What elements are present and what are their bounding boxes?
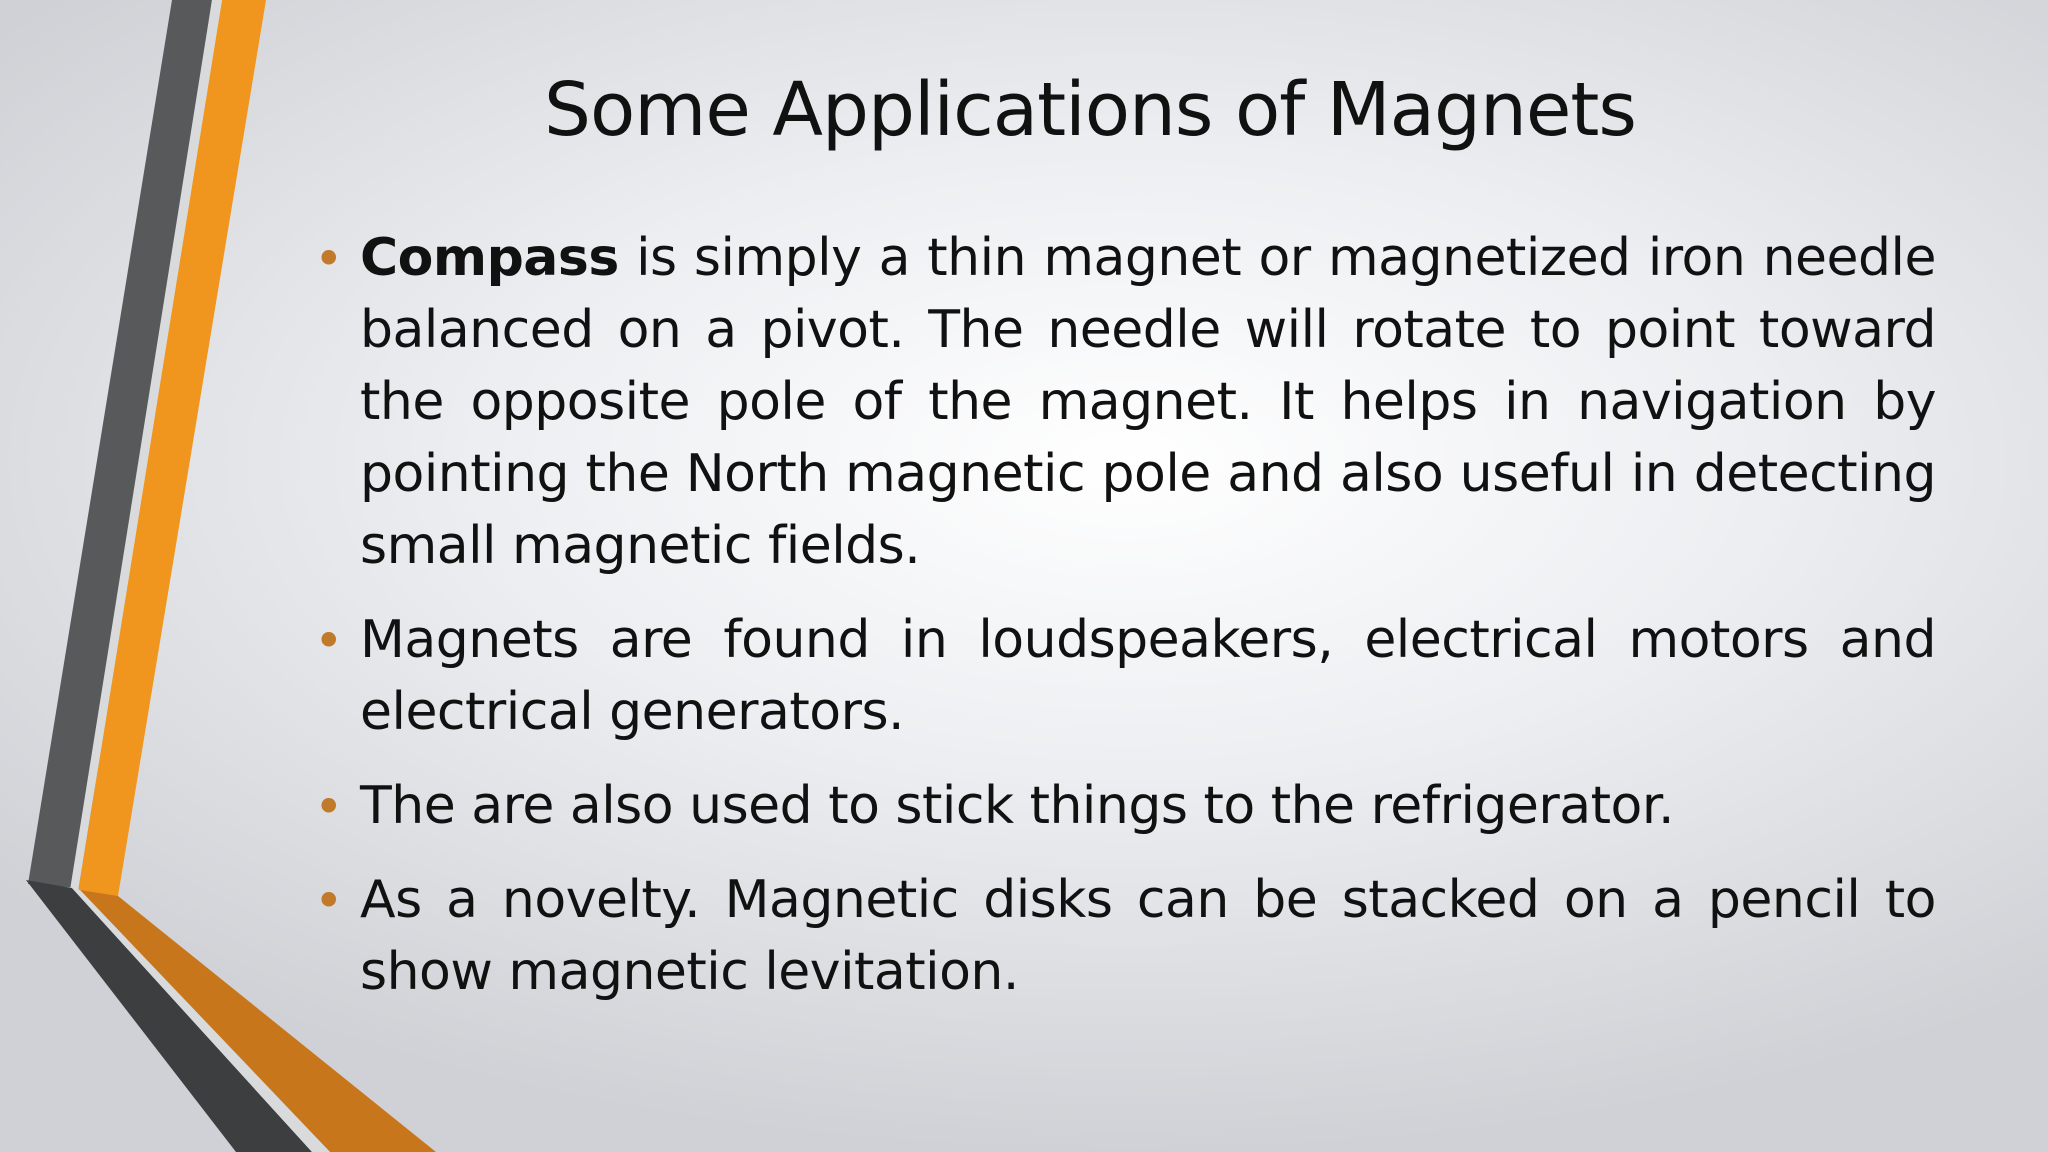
bullet-dot-icon: • (314, 872, 343, 930)
bullet-dot-icon: • (314, 612, 343, 670)
bullet-item-refrigerator (314, 770, 1936, 842)
bullet-dot-icon: • (314, 230, 343, 288)
separator-line-lower (72, 888, 330, 1152)
bullet-item-loudspeakers (314, 604, 1936, 748)
bullet-list (314, 222, 1936, 1030)
bullet-item-compass (314, 222, 1936, 582)
bullet-text: The are also used to stick things to the refrigerator. (360, 776, 1675, 836)
bullet-text: As a novelty. Magnetic disks can be stacked on a pencil to show magnetic levitation. (360, 870, 1936, 1002)
bullet-lead-text: Compass (360, 228, 619, 288)
bullet-text: Magnets are found in loudspeakers, electrical motors and electrical generators. (360, 610, 1936, 742)
bullet-text: is simply a thin magnet or magnetized iron needle balanced on a pivot. The needle will rotate to point toward the opposite pole of the magnet. It helps in navigation by pointing the North magnetic pole and also useful in detecting small magnetic fields. (360, 228, 1936, 576)
slide-title: Some Applications of Magnets (544, 67, 1636, 153)
bullet-item-novelty (314, 864, 1936, 1008)
separator-line (70, 0, 222, 892)
dark-stripe-lower (26, 880, 312, 1152)
bullet-dot-icon: • (314, 778, 343, 836)
